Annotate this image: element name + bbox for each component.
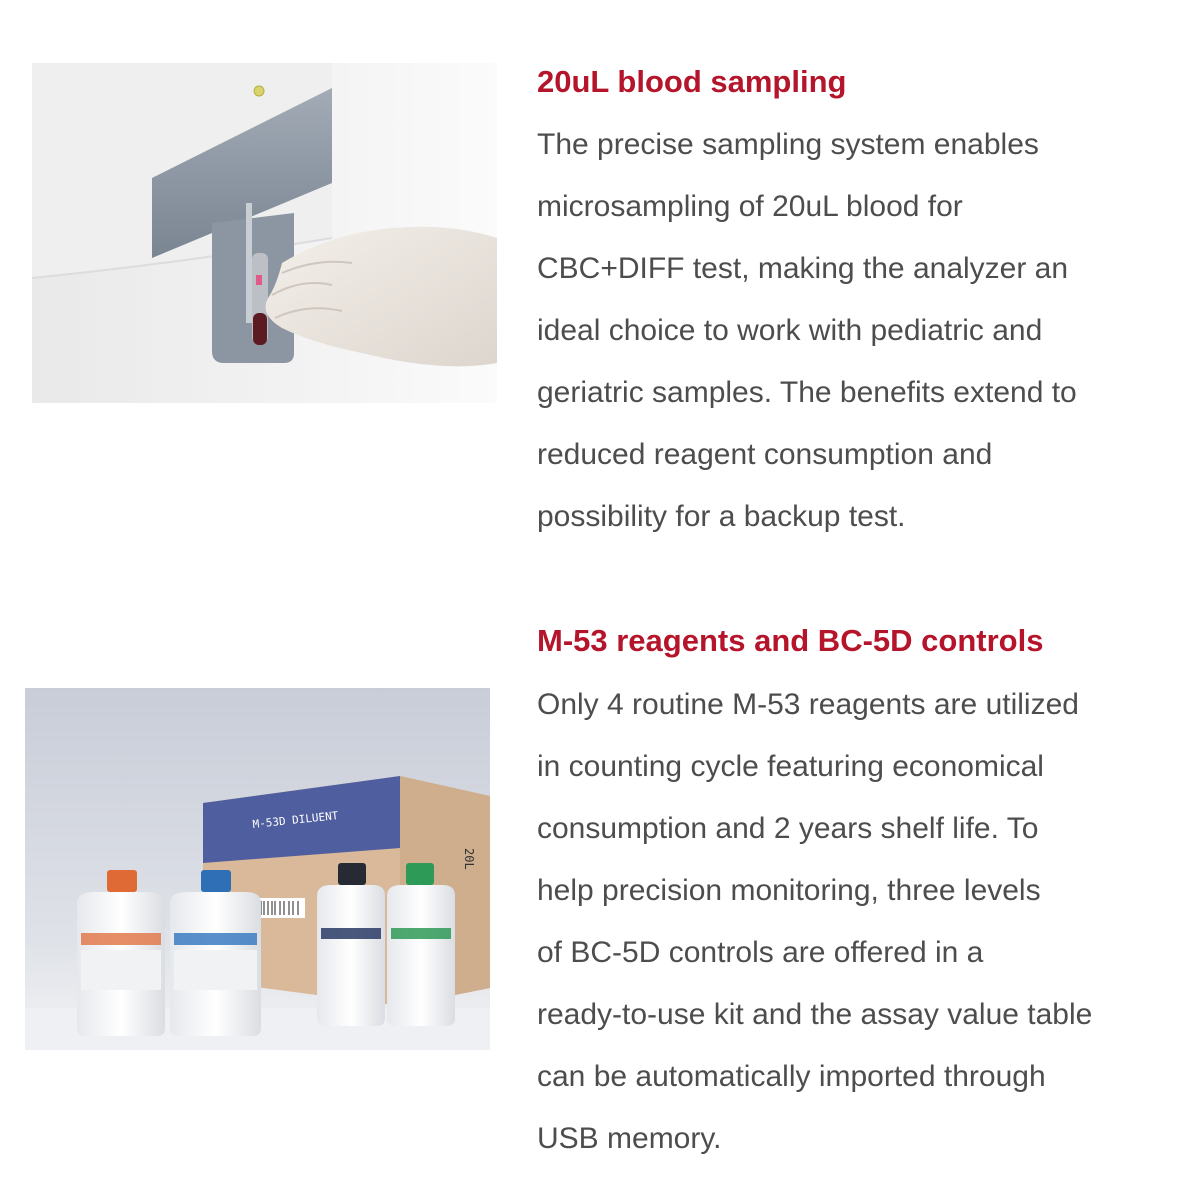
text-line: reduced reagent consumption and [537,438,993,471]
text-line: ready-to-use kit and the assay value table [537,998,1093,1031]
box-side-mark: 20L [462,848,476,870]
text-line: in counting cycle featuring economical [537,750,1044,783]
reagent-bottles-photo [25,688,490,1050]
section-description [537,114,1157,548]
text-line: possibility for a backup test. [537,500,906,533]
text-line: geriatric samples. The benefits extend to [537,376,1077,409]
section-title: M-53 reagents and BC-5D controls [537,623,1044,658]
text-line: of BC-5D controls are offered in a [537,936,984,969]
text-line: Only 4 routine M-53 reagents are utilized [537,688,1079,721]
blood-sampling-photo [32,63,497,403]
text-line: microsampling of 20uL blood for [537,190,963,223]
section-description [537,674,1157,1170]
text-line: help precision monitoring, three levels [537,874,1041,907]
section-title: 20uL blood sampling [537,64,847,99]
text-line: can be automatically imported through [537,1060,1046,1093]
text-line: CBC+DIFF test, making the analyzer an [537,252,1069,285]
text-line: consumption and 2 years shelf life. To [537,812,1039,845]
text-line: USB memory. [537,1122,722,1155]
text-line: The precise sampling system enables [537,128,1039,161]
box-label: M-53D DILUENT [251,809,339,831]
text-line: ideal choice to work with pediatric and [537,314,1043,347]
